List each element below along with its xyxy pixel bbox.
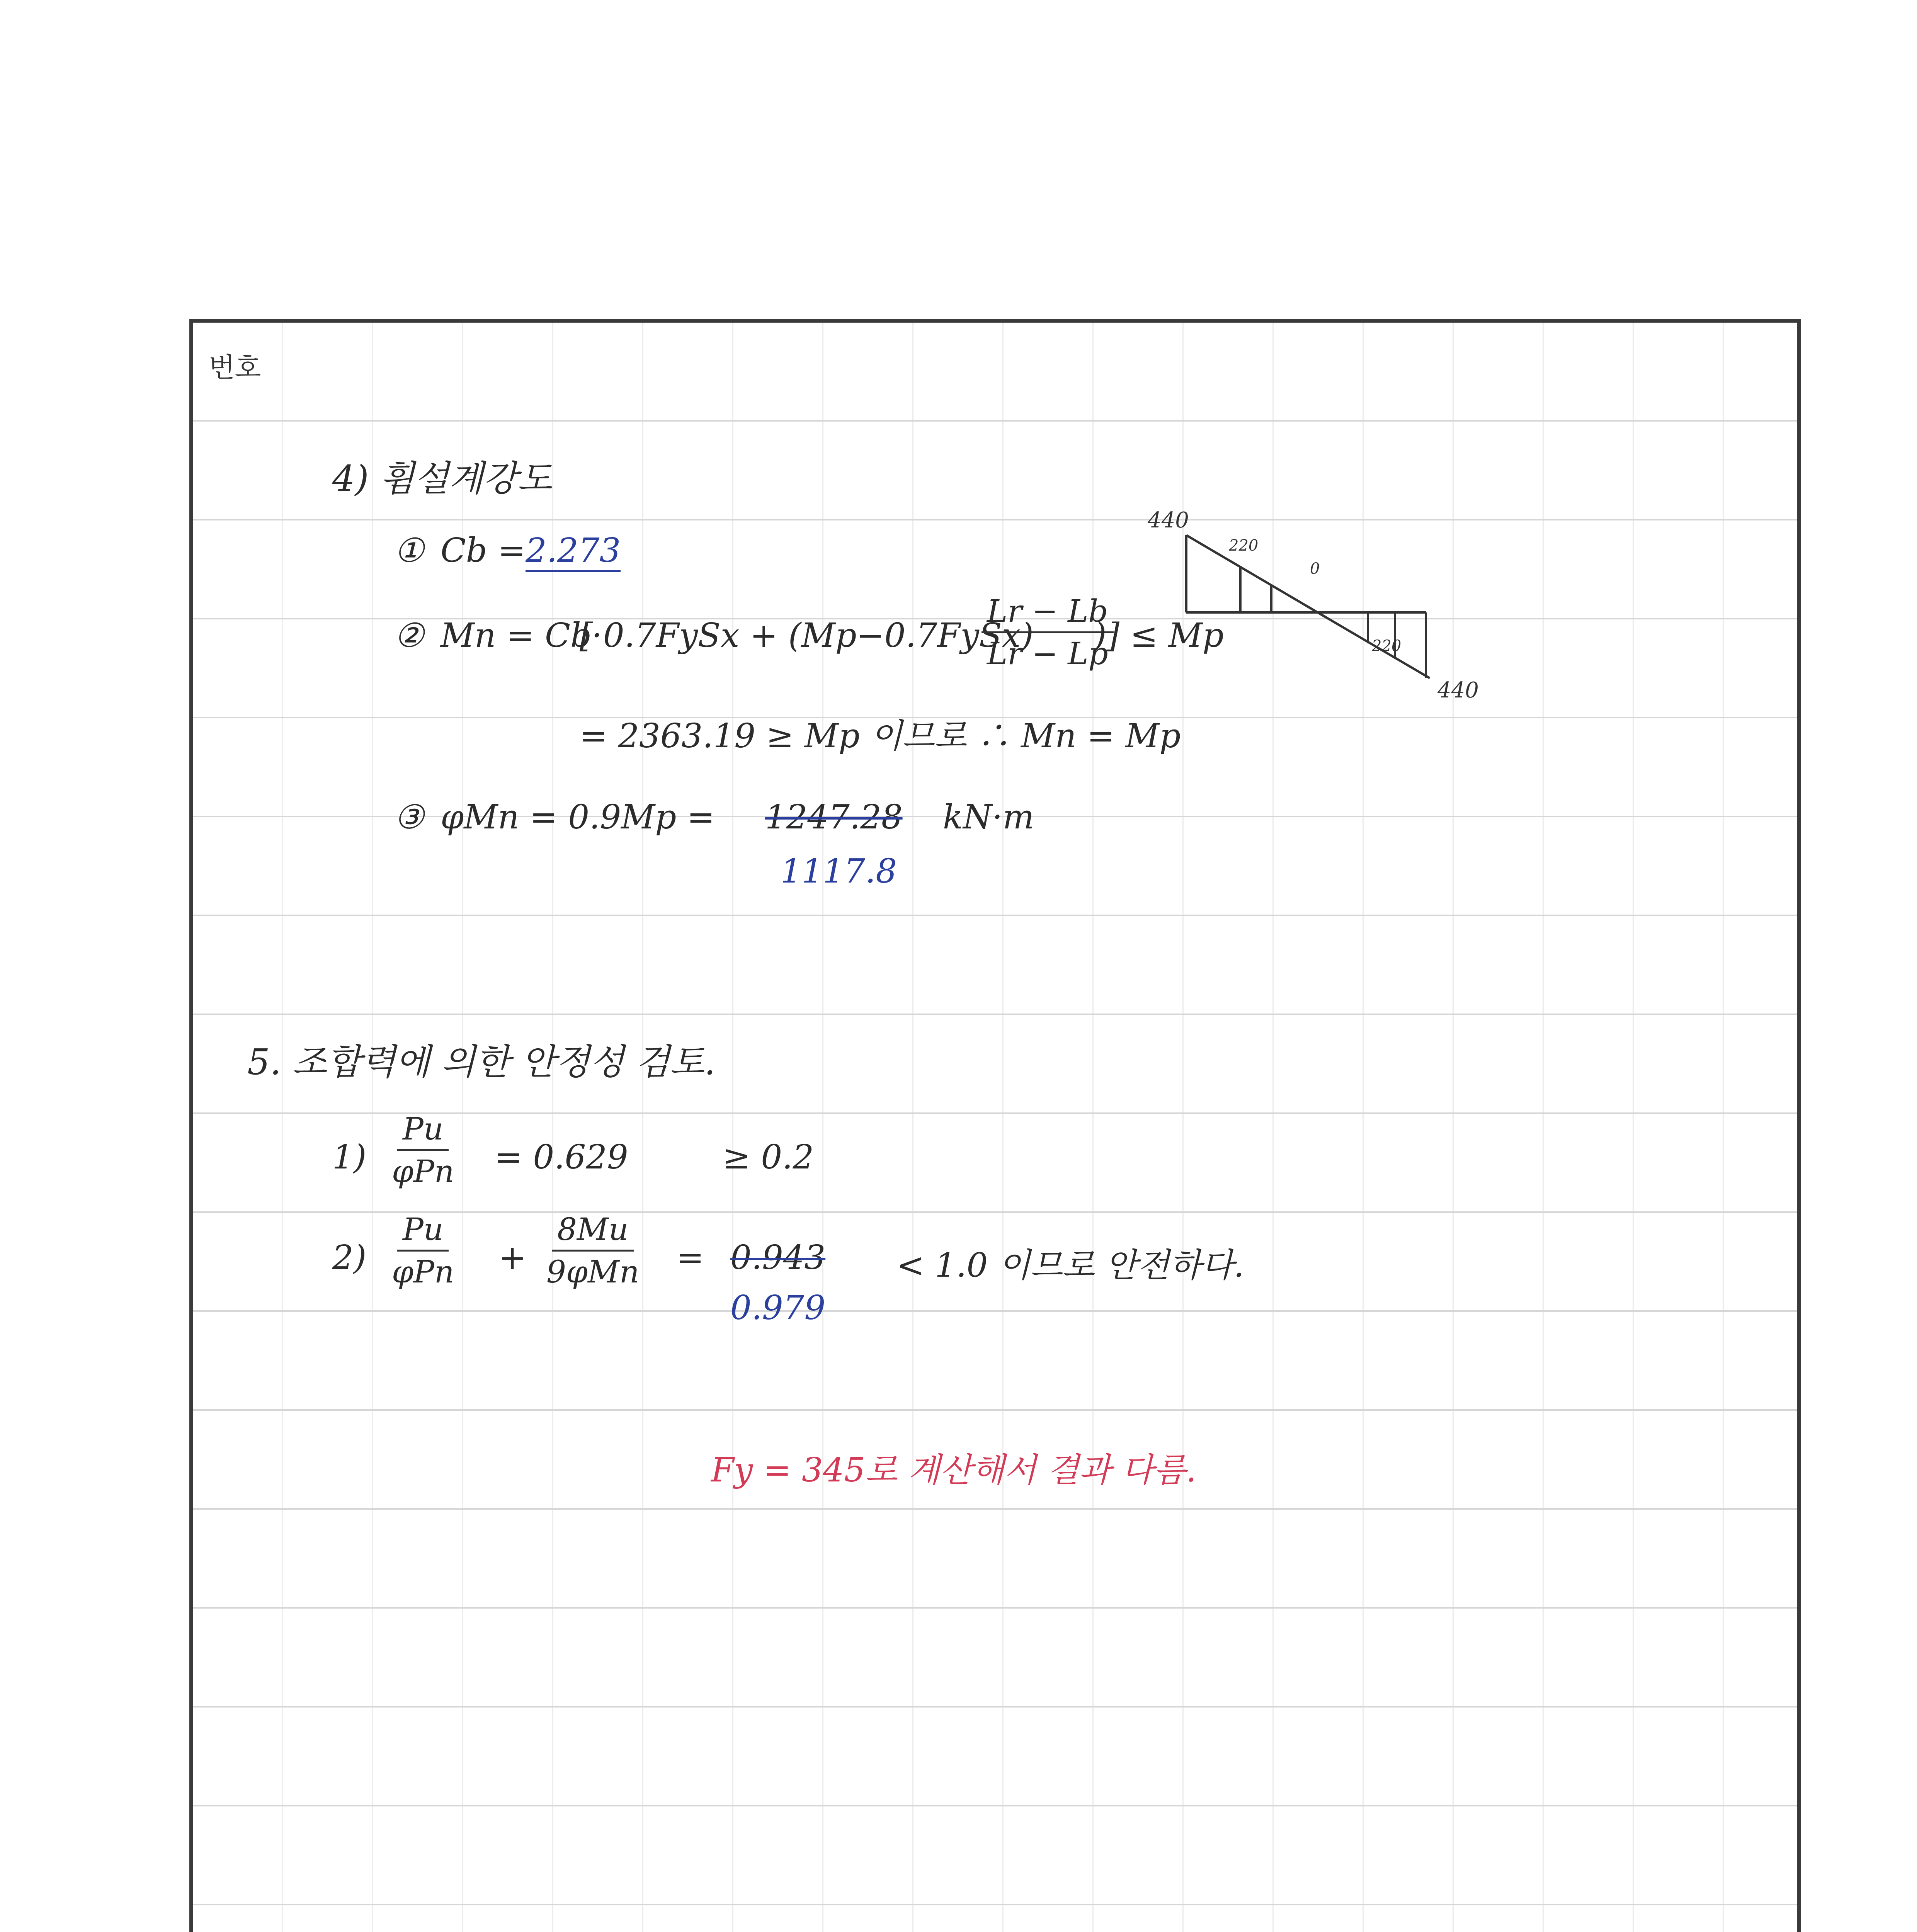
eq2-conclusion: < 1.0 이므로 안전하다. <box>896 1246 1244 1285</box>
diagram-label-220-top: 220 <box>1229 537 1259 554</box>
item2-marker: ② <box>394 616 424 655</box>
item1-lhs: Cb = <box>441 531 526 570</box>
item2-result: = 2363.19 ≥ Mp 이므로 ∴ Mn = Mp <box>580 717 1181 755</box>
eq2-fraction-2 <box>541 1211 645 1290</box>
eq2-equals: = <box>676 1238 704 1277</box>
eq1-frac-num: Pu <box>397 1111 449 1151</box>
eq1-fraction <box>386 1111 459 1189</box>
note-sheet <box>189 319 1801 1932</box>
eq2-frac1-num: Pu <box>397 1211 449 1252</box>
red-note: Fy = 345로 계산해서 결과 다름. <box>711 1451 1197 1490</box>
diagram-label-top-left: 440 <box>1148 508 1189 533</box>
eq2-frac2-num: 8Mu <box>552 1211 634 1252</box>
eq1-compare: ≥ 0.2 <box>723 1138 814 1177</box>
moment-diagram <box>1140 497 1488 713</box>
diagram-label-zero: 0 <box>1310 560 1320 578</box>
section4-title: 4) 휨설계강도 <box>332 458 552 499</box>
eq1-frac-den: φPn <box>392 1153 454 1189</box>
item1-marker: ① <box>394 531 424 570</box>
item3-corrected-value: 1117.8 <box>781 852 897 891</box>
item2-frac-den: Lr − Lp <box>987 636 1108 672</box>
item1-value: 2.273 <box>526 531 621 572</box>
eq2-frac1-den: φPn <box>392 1254 454 1290</box>
eq1-rhs: = 0.629 <box>495 1138 628 1177</box>
item3-marker: ③ <box>394 798 424 837</box>
eq2-frac2-den: 9φMn <box>546 1254 640 1290</box>
item3-expr: φMn = 0.9Mp = <box>441 798 715 837</box>
eq1-label: 1) <box>332 1138 367 1177</box>
header-label: 번호 <box>209 352 261 383</box>
item3-unit: kN·m <box>943 798 1034 837</box>
item2-bracket-right: )] ≤ Mp <box>1094 616 1224 655</box>
diagram-label-220-bottom: 220 <box>1372 637 1402 655</box>
eq2-struck-value: 0.943 <box>730 1238 826 1277</box>
eq2-label: 2) <box>332 1238 367 1277</box>
diagram-label-bottom-right: 440 <box>1437 678 1479 703</box>
item2-bracket-left: [ 0.7FySx + (Mp−0.7FySx) <box>580 616 1034 655</box>
item3-struck-value: 1247.28 <box>765 798 903 837</box>
section5-title: 5. 조합력에 의한 안정성 검토. <box>247 1041 716 1083</box>
eq2-fraction-1 <box>386 1211 459 1290</box>
eq2-corrected-value: 0.979 <box>730 1289 826 1327</box>
eq2-plus: + <box>498 1238 527 1277</box>
item2-frac-num: Lr − Lb <box>981 593 1114 633</box>
item2-lhs: Mn = Cb· <box>441 616 602 655</box>
